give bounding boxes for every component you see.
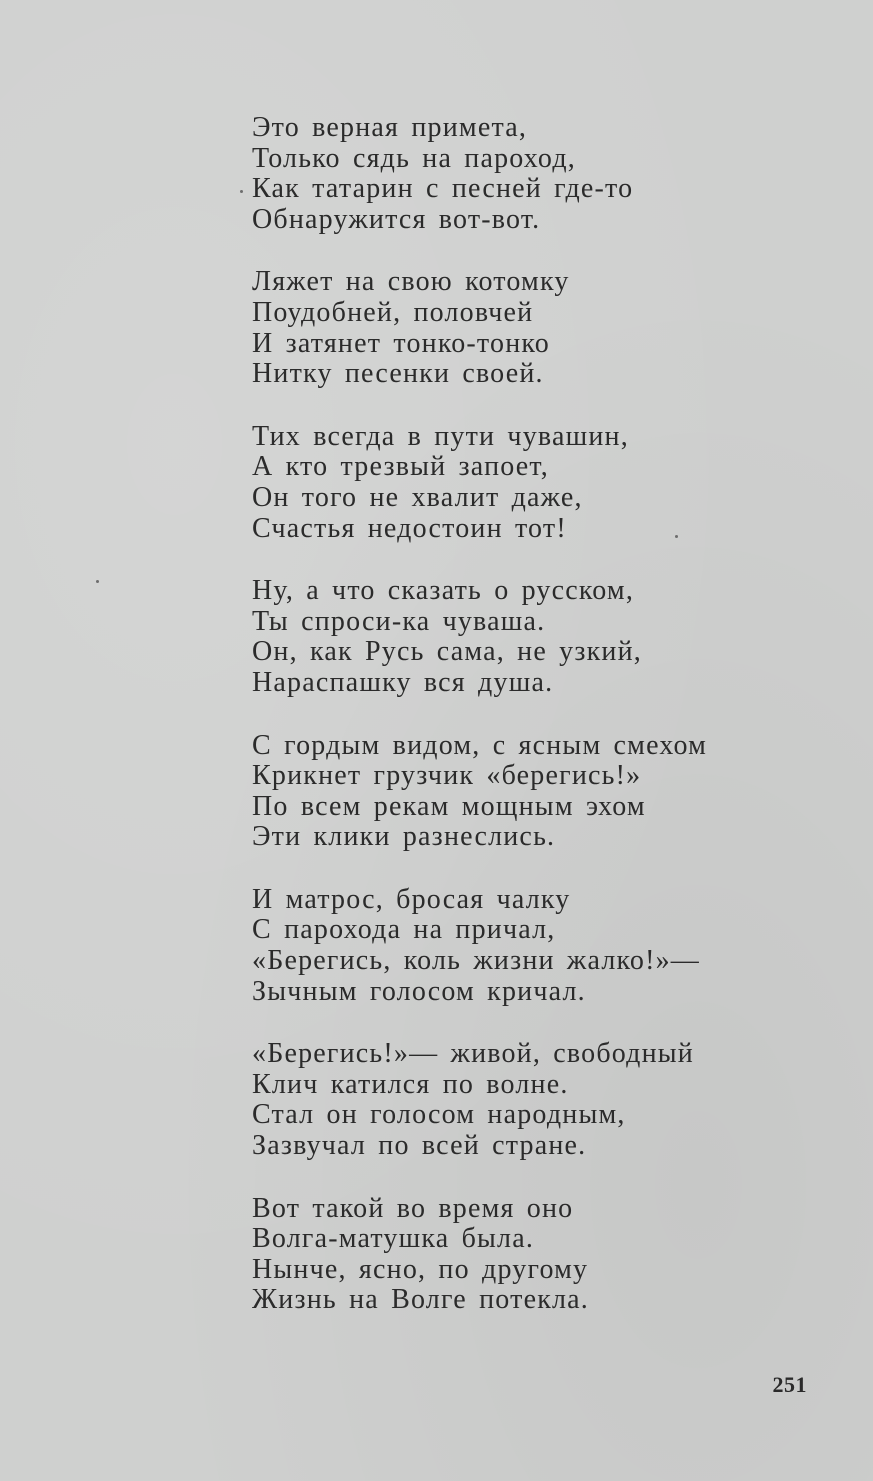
stanza (252, 1194, 722, 1316)
poem-line: Нараспашку вся душа. (252, 666, 554, 698)
stanza (252, 731, 722, 853)
stanza (252, 113, 722, 235)
poem-line: Это верная примета, (252, 112, 528, 143)
poem-line: С парохода на причал, (252, 914, 556, 946)
poem-line: Зычным голосом кричал. (252, 975, 586, 1007)
poem-line: Волга-матушка была. (252, 1223, 535, 1255)
poem-line: Тих всегда в пути чувашин, (252, 420, 629, 452)
print-speck (96, 580, 99, 583)
poem-line: Ну, а что сказать о русском, (252, 575, 635, 607)
poem-line: И затянет тонко-тонко (252, 327, 550, 359)
poem-line: Счастья недостоин тот! (252, 512, 567, 544)
poem-line: Зазвучал по всей стране. (252, 1130, 587, 1162)
poem-line: Клич катился по волне. (252, 1068, 569, 1100)
poem-line: По всем рекам мощным эхом (252, 790, 646, 822)
poem-line: Жизнь на Волге потекла. (252, 1284, 590, 1316)
poem-line: «Берегись, коль жизни жалко!»— (252, 945, 701, 977)
page-number: 251 (772, 1372, 807, 1397)
poem-line: Нитку песенки своей. (252, 358, 544, 390)
poem-line: «Берегись!»— живой, свободный (252, 1038, 694, 1070)
stanza (252, 267, 722, 389)
print-speck (675, 535, 678, 538)
poem-line: Он, как Русь сама, не узкий, (252, 636, 642, 668)
stanza (252, 1039, 722, 1161)
print-speck (240, 190, 243, 193)
poem (252, 113, 722, 1348)
poem-line: А кто трезвый запоет, (252, 451, 549, 483)
poem-line: Поудобней, половчей (252, 296, 534, 328)
poem-line: Эти клики разнеслись. (252, 821, 556, 853)
poem-line: Ты спроси-ка чуваша. (252, 605, 546, 637)
poem-line: Нынче, ясно, по другому (252, 1253, 589, 1285)
poem-line: Крикнет грузчик «берегись!» (252, 760, 642, 792)
stanza (252, 885, 722, 1007)
poem-line: Стал он голосом народным, (252, 1099, 626, 1131)
poem-line: Как татарин с песней где-то (252, 173, 634, 205)
poem-line: Ляжет на свою котомку (252, 266, 570, 298)
stanza (252, 576, 722, 698)
poem-line: И матрос, бросая чалку (252, 883, 571, 915)
poem-line: Вот такой во время оно (252, 1192, 574, 1224)
poem-line: Только сядь на пароход, (252, 142, 576, 174)
poem-line: Он того не хвалит даже, (252, 481, 583, 513)
poem-line: С гордым видом, с ясным смехом (252, 729, 708, 761)
stanza (252, 422, 722, 544)
poem-line: Обнаружится вот-вот. (252, 203, 541, 235)
